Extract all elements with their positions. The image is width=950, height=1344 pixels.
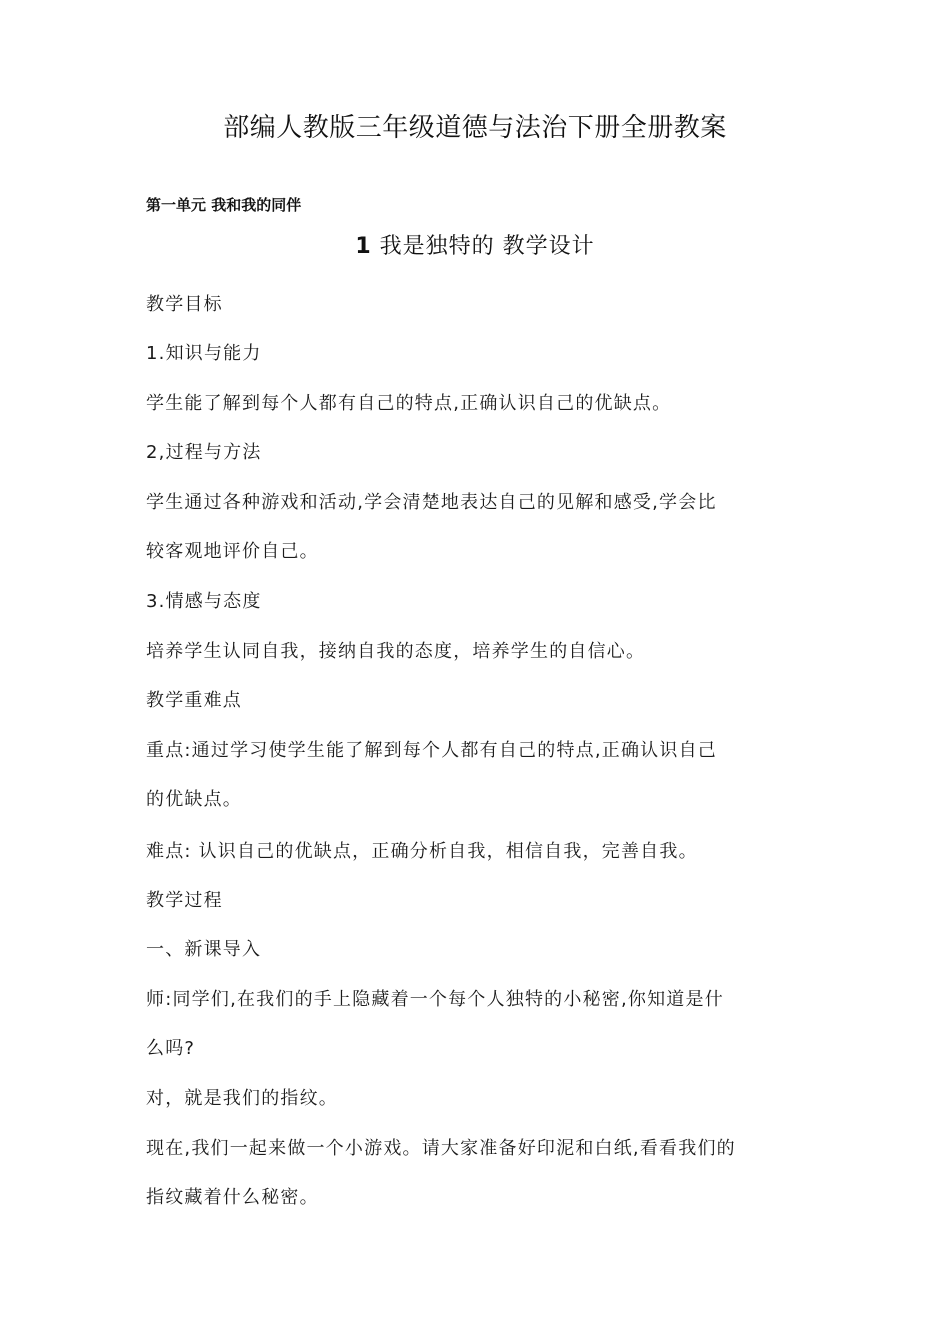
subheading-new-lesson-intro: 一、新课导入	[146, 939, 262, 960]
document-title: 部编人教版三年级道德与法治下册全册教案	[223, 113, 727, 143]
subheading-emotion-attitude: 3.情感与态度	[146, 591, 262, 612]
paragraph-fingerprint-answer: 对，就是我们的指纹。	[146, 1088, 338, 1109]
paragraph-key-points-line-2: 的优缺点。	[146, 789, 242, 810]
paragraph-teacher-question-line-2: 么吗?	[146, 1038, 196, 1059]
paragraph-game-line-2: 指纹藏着什么秘密。	[146, 1187, 319, 1208]
paragraph-process-method-line-2: 较客观地评价自己。	[146, 541, 319, 562]
lesson-title	[0, 230, 950, 264]
section-heading-key-difficult-points: 教学重难点	[146, 690, 242, 711]
paragraph-game-line-1: 现在,我们一起来做一个小游戏。请大家准备好印泥和白纸,看看我们的	[146, 1138, 736, 1159]
paragraph-key-points-line-1: 重点:通过学习使学生能了解到每个人都有自己的特点,正确认识自己	[146, 740, 717, 761]
subheading-knowledge-ability: 1.知识与能力	[146, 343, 262, 364]
paragraph-difficult-points: 难点: 认识自己的优缺点，正确分析自我，相信自我，完善自我。	[146, 841, 698, 862]
section-heading-teaching-process: 教学过程	[146, 890, 223, 911]
paragraph-emotion-attitude: 培养学生认同自我，接纳自我的态度，培养学生的自信心。	[146, 641, 646, 662]
paragraph-teacher-question-line-1: 师:同学们,在我们的手上隐藏着一个每个人独特的小秘密,你知道是什	[146, 989, 724, 1010]
section-heading-teaching-goals: 教学目标	[146, 294, 223, 315]
lesson-number: 1	[355, 234, 372, 259]
lesson-title-text: 我是独特的 教学设计	[379, 234, 595, 259]
paragraph-process-method-line-1: 学生通过各种游戏和活动,学会清楚地表达自己的见解和感受,学会比	[146, 492, 717, 513]
subheading-process-method: 2,过程与方法	[146, 442, 262, 463]
unit-heading: 第一单元 我和我的同伴	[146, 196, 302, 214]
paragraph-knowledge-ability: 学生能了解到每个人都有自己的特点,正确认识自己的优缺点。	[146, 393, 672, 414]
